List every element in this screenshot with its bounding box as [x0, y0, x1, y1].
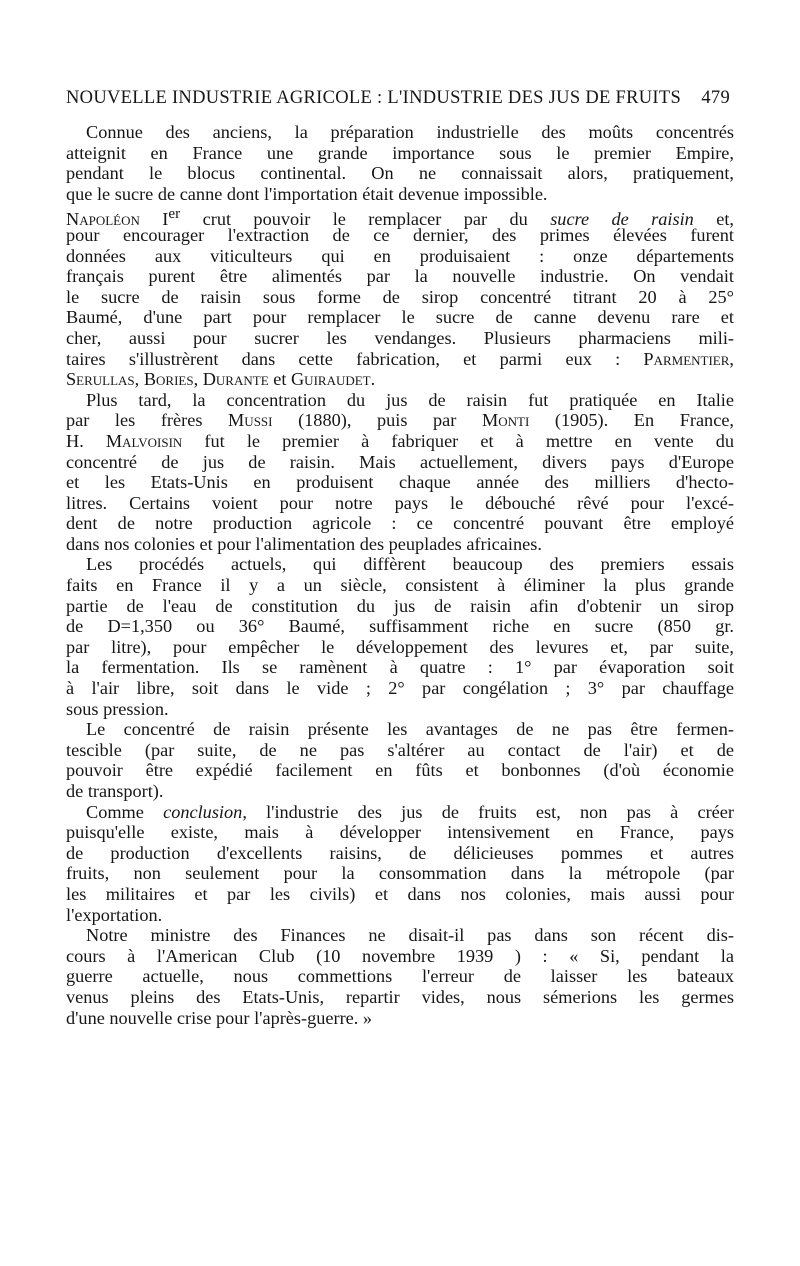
text-line: l'exportation. [66, 904, 163, 925]
text-line: pour encourager l'extraction de ce dernier, des primes élevées furent [66, 224, 734, 245]
text-segment: , [134, 369, 144, 390]
text-segment: . [370, 369, 376, 390]
text-segment: I [139, 209, 169, 230]
text-segment: crut pouvoir le remplacer par du [180, 209, 551, 230]
text-line: données aux viticulteurs qui en produisaient : onze départements [66, 245, 734, 266]
text-line: et les Etats-Unis en produisent chaque année des milliers d'hecto- [66, 472, 734, 493]
text-line: la fermentation. Ils se ramènent à quatre : 1° par évaporation soit [66, 657, 734, 678]
text-line [66, 431, 734, 452]
person-name-guiraudet: Guiraudet [290, 369, 371, 390]
text-segment: , [729, 348, 734, 369]
superscript-er: er [168, 205, 181, 223]
text-line [66, 204, 734, 230]
person-name-bories: Bories [143, 369, 194, 390]
text-line: d'une nouvelle crise pour l'après-guerre. » [66, 1007, 373, 1028]
person-name-mussi: Mussi [228, 410, 273, 431]
text-segment: (1880), puis par [272, 410, 482, 431]
text-line: les militaires et par les civils) et dans nos colonies, mais aussi pour [66, 883, 734, 904]
text-line [66, 802, 734, 823]
text-line: venus pleins des Etats-Unis, repartir vides, nous sémerions les germes [66, 986, 734, 1007]
body-text [66, 122, 734, 1028]
text-line: sous pression. [66, 698, 169, 719]
text-segment: , [193, 369, 203, 390]
text-line: Connue des anciens, la préparation industrielle des moûts concentrés [86, 122, 734, 142]
text-line [66, 410, 734, 431]
person-name-serullas: Serullas [66, 369, 135, 390]
text-line: que le sucre de canne dont l'importation était devenue impossible. [66, 183, 548, 204]
italic-term: sucre de raisin [550, 209, 694, 230]
text-line: dent de notre production agricole : ce concentré pouvant être employé [66, 513, 734, 534]
person-name-napoleon: Napoléon [66, 209, 140, 230]
text-line: le sucre de raisin sous forme de sirop concentré titrant 20 à 25° [66, 286, 734, 307]
text-line: cours à l'American Club (10 novembre 1939 ) : « Si, pendant la [66, 945, 734, 966]
text-line: de transport). [66, 781, 164, 801]
text-line: cher, aussi pour sucrer les vendanges. Plusieurs pharmaciens mili- [66, 327, 734, 348]
text-line: litres. Certains voient pour notre pays le débouché rêvé pour l'excé- [66, 492, 734, 513]
person-name-malvoisin: Malvoisin [105, 430, 183, 451]
text-line: dans nos colonies et pour l'alimentation des peuplades africaines. [66, 533, 542, 554]
text-segment: (1905). En France, [529, 410, 734, 431]
text-segment: Comme [86, 801, 164, 822]
person-name-monti: Monti [481, 410, 530, 431]
text-line: puisqu'elle existe, mais à développer intensivement en France, pays [66, 822, 734, 843]
running-title: NOUVELLE INDUSTRIE AGRICOLE : L'INDUSTRIE DES JUS DE FRUITS [66, 88, 682, 108]
text-line: de D=1,350 ou 36° Baumé, suffisamment riche en sucre (850 gr. [66, 616, 734, 637]
text-line: concentré de jus de raisin. Mais actuellement, divers pays d'Europe [66, 451, 734, 472]
text-segment: , l'industrie des jus de fruits est, non pas à créer [242, 801, 734, 822]
text-line: de production d'excellents raisins, de délicieuses pommes et autres [66, 842, 734, 863]
text-line: Le concentré de raisin présente les avantages de ne pas être fermen- [86, 719, 734, 740]
text-line: Notre ministre des Finances ne disait-il pas dans son récent dis- [86, 925, 734, 946]
text-line: français purent être alimentés par la nouvelle industrie. On vendait [66, 266, 734, 287]
person-name-durante: Durante [202, 369, 269, 390]
italic-term: conclusion [163, 801, 243, 822]
page-number: 479 [701, 88, 730, 108]
text-line [66, 349, 734, 370]
text-line: pendant le blocus continental. On ne connaissait alors, pratiquement, [66, 163, 734, 184]
text-line: Les procédés actuels, qui diffèrent beaucoup des premiers essais [86, 554, 734, 575]
text-segment: par les frères [66, 410, 229, 431]
text-segment: fut le premier à fabriquer et à mettre en vente du [182, 430, 734, 451]
text-segment: et, [693, 209, 734, 230]
text-line: fruits, non seulement pour la consommation dans la métropole (par [66, 863, 734, 884]
text-line: atteignit en France une grande importance sous le premier Empire, [66, 142, 734, 163]
text-line: pouvoir être expédié facilement en fûts et bonbonnes (d'où économie [66, 760, 734, 781]
text-segment: H. [66, 430, 106, 451]
text-line: guerre actuelle, nous commettions l'erreur de laisser les bateaux [66, 966, 734, 987]
text-line: tescible (par suite, de ne pas s'altérer au contact de l'air) et de [66, 739, 734, 760]
text-line: faits en France il y a un siècle, consistent à éliminer la plus grande [66, 575, 734, 596]
text-segment: et [268, 369, 291, 390]
text-line: par litre), pour empêcher le développement des levures et, par suite, [66, 636, 734, 657]
text-line [66, 369, 734, 390]
text-line: Baumé, d'une part pour remplacer le sucre de canne devenu rare et [66, 307, 734, 328]
person-name-parmentier: Parmentier [643, 348, 730, 369]
text-line: partie de l'eau de constitution du jus de raisin afin d'obtenir un sirop [66, 595, 734, 616]
text-line: Plus tard, la concentration du jus de raisin fut pratiquée en Italie [86, 389, 734, 410]
text-line: à l'air libre, soit dans le vide ; 2° par congélation ; 3° par chauffage [66, 678, 734, 699]
text-segment: taires s'illustrèrent dans cette fabrication, et parmi eux : [66, 348, 644, 369]
